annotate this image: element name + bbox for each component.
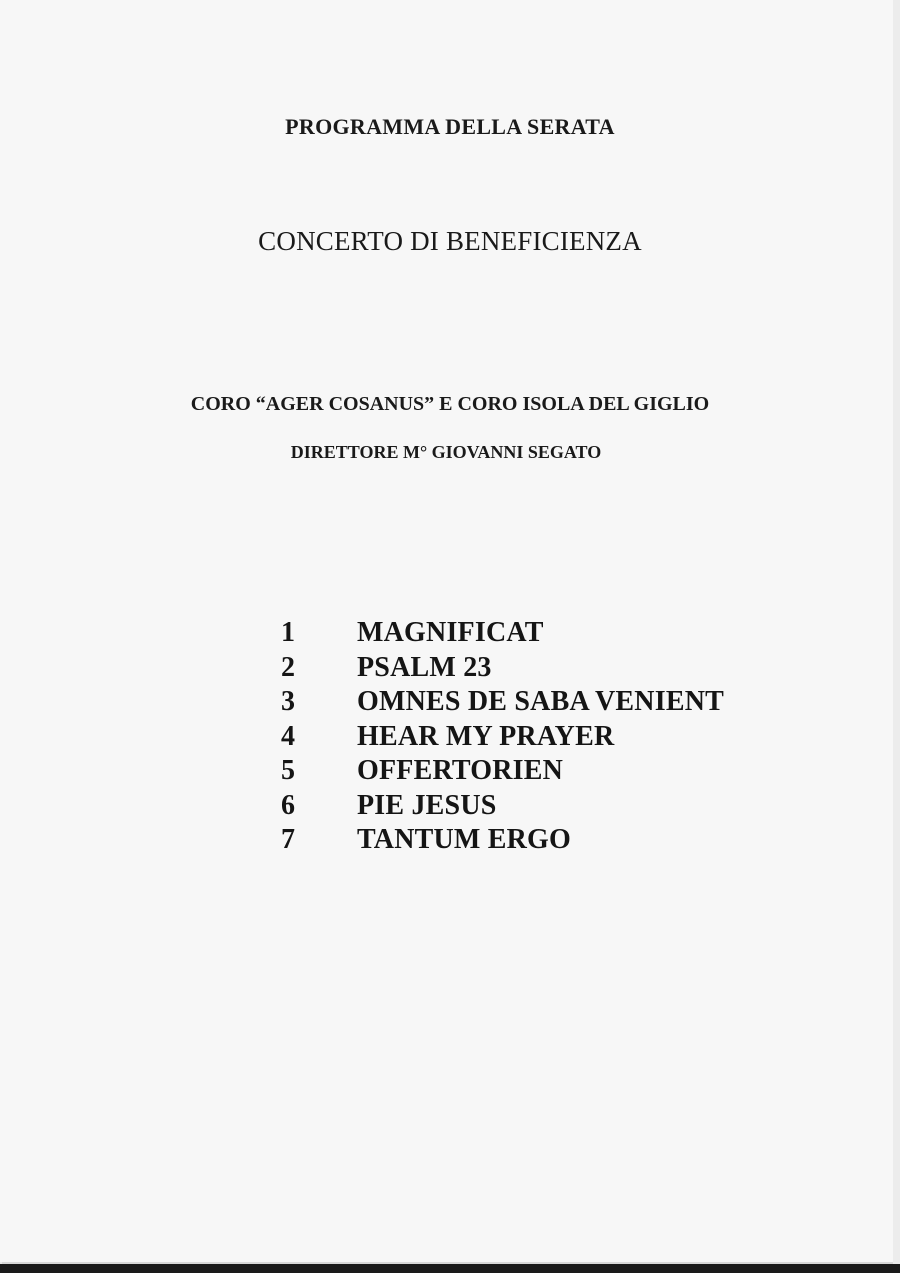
programme-number: 1 [281,617,295,649]
conductor-name: DIRETTORE M° GIOVANNI SEGATO [290,442,602,462]
programme-title: OFFERTORIEN [357,755,564,787]
programme-title: HEAR MY PRAYER [357,720,615,752]
programme-title: OMNES DE SABA VENIENT [357,686,724,718]
concert-title: CONCERTO DI BENEFICIENZA [258,226,642,256]
programme-number: 2 [281,651,295,683]
programme-number: 6 [281,789,295,821]
programme-number: 7 [281,824,295,856]
programme-title: PSALM 23 [357,651,492,683]
programme-number: 3 [281,686,295,718]
programme-list [281,616,724,858]
programme-title: TANTUM ERGO [357,824,572,856]
programme-item [281,685,724,720]
programme-item [281,616,724,651]
programme-title: MAGNIFICAT [357,617,544,649]
choir-name: CORO “AGER COSANUS” E CORO ISOLA DEL GIGLIO [190,393,710,415]
programme-title: PIE JESUS [357,789,497,821]
programme-item [281,720,724,755]
scan-border [0,1264,900,1273]
programme-heading: PROGRAMMA DELLA SERATA [285,114,615,139]
page-edge [893,0,900,1273]
programme-item [281,789,724,824]
programme-item [281,754,724,789]
programme-item [281,823,724,858]
programme-number: 5 [281,755,295,787]
programme-item [281,651,724,686]
programme-number: 4 [281,720,295,752]
